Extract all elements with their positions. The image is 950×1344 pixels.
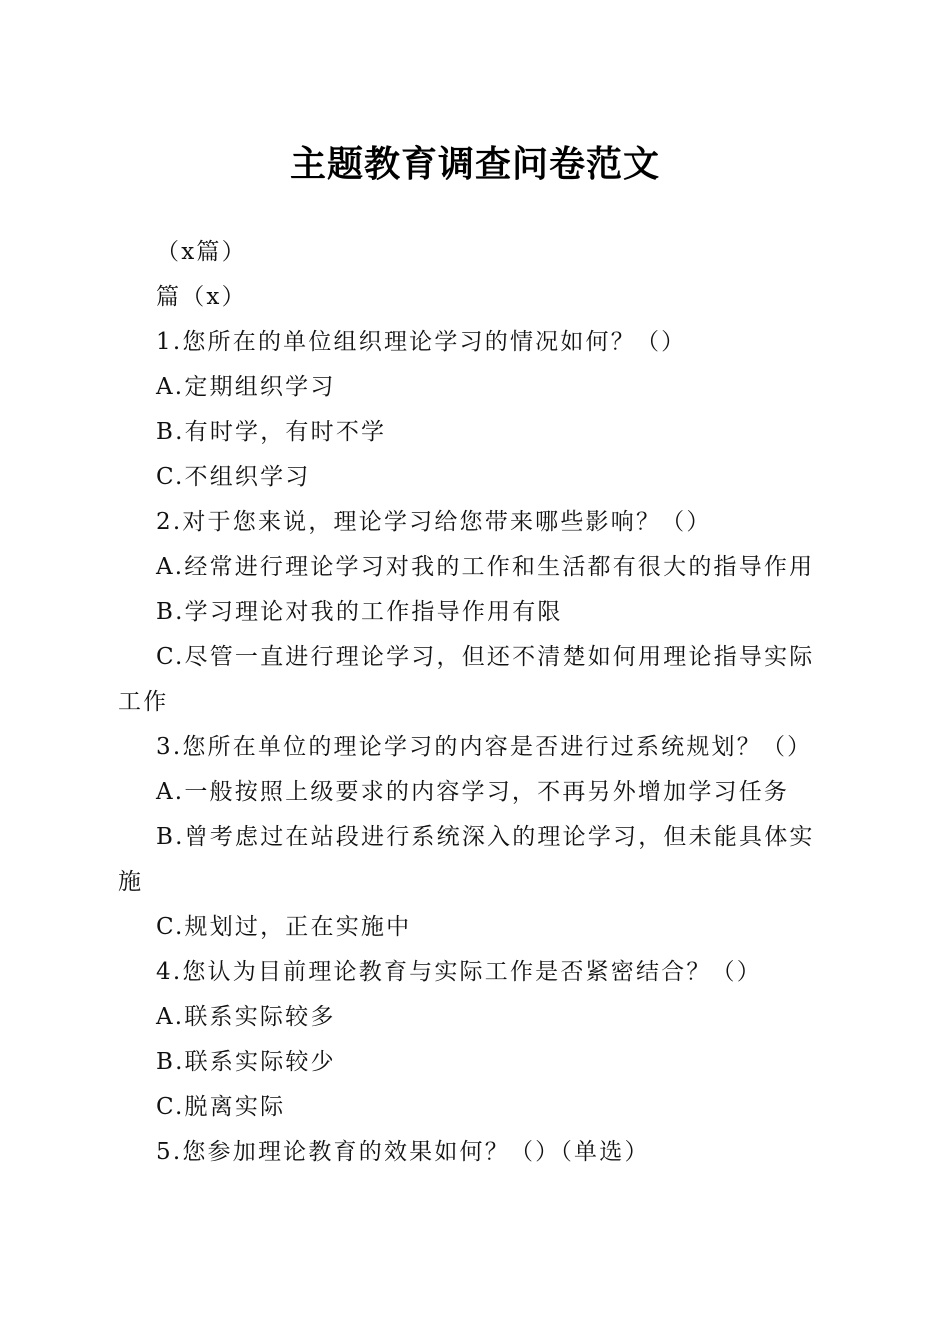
option-4a: A.联系实际较多: [156, 1004, 336, 1030]
option-2c: C.尽管一直进行理论学习，但还不清楚如何用理论指导实际工作: [118, 644, 815, 715]
document-body: [118, 230, 830, 1175]
option-2b: B.学习理论对我的工作指导作用有限: [156, 599, 563, 625]
question-5: 5.您参加理论教育的效果如何？（）（单选）: [156, 1139, 650, 1165]
option-4b: B.联系实际较少: [156, 1049, 336, 1075]
question-4: 4.您认为目前理论教育与实际工作是否紧密结合？（）: [156, 959, 762, 985]
question-3: 3.您所在单位的理论学习的内容是否进行过系统规划？（）: [156, 734, 813, 760]
question-1: 1.您所在的单位组织理论学习的情况如何？（）: [156, 329, 687, 355]
option-3c: C.规划过，正在实施中: [156, 914, 412, 940]
paragraph-section: 篇（x）: [156, 284, 247, 310]
option-3a: A.一般按照上级要求的内容学习，不再另外增加学习任务: [156, 779, 790, 805]
question-2: 2.对于您来说，理论学习给您带来哪些影响？（）: [156, 509, 712, 535]
option-3b: B.曾考虑过在站段进行系统深入的理论学习，但未能具体实施: [118, 824, 815, 895]
option-1c: C.不组织学习: [156, 464, 311, 490]
option-1b: B.有时学，有时不学: [156, 419, 387, 445]
option-2a: A.经常进行理论学习对我的工作和生活都有很大的指导作用: [156, 554, 815, 580]
option-4c: C.脱离实际: [156, 1094, 286, 1120]
document-title: 主题教育调查问卷范文: [289, 143, 660, 185]
paragraph-subtitle: （x篇）: [156, 239, 247, 265]
option-1a: A.定期组织学习: [156, 374, 336, 400]
